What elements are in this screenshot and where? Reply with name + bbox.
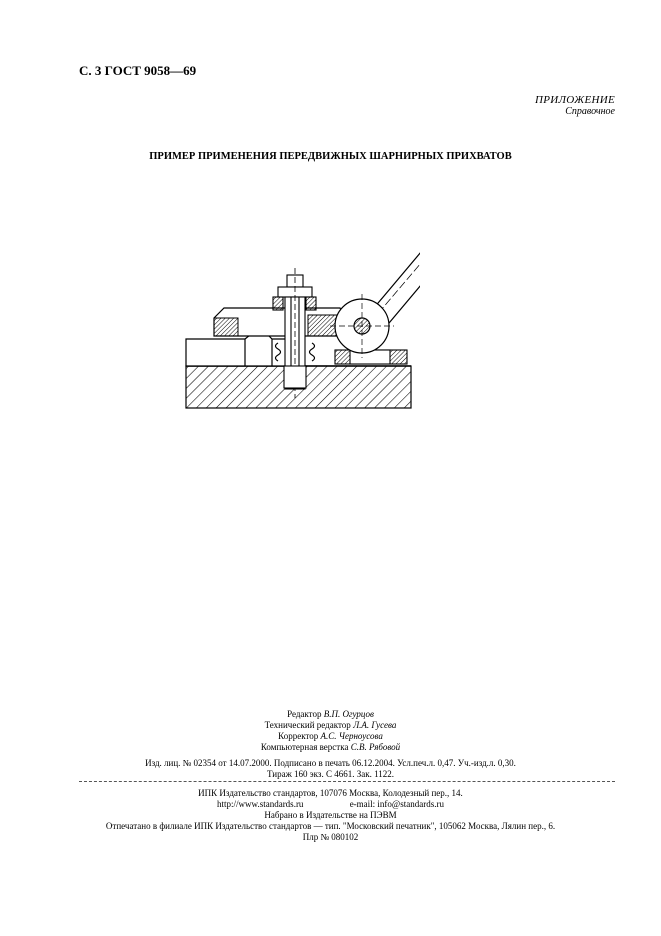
imprint-links — [0, 799, 661, 810]
imprint-printer: Отпечатано в филиале ИПК Издательство стандартов — тип. "Московский печатник", 105062 Москва, Лялин пер., 6. — [105, 821, 556, 831]
appendix-title: ПРИЛОЖЕНИЕ — [535, 94, 615, 106]
divider — [79, 781, 615, 782]
website-link[interactable]: http://www.standards.ru — [217, 799, 304, 809]
page-header: С. 3 ГОСТ 9058—69 — [79, 63, 197, 78]
publication-info — [0, 758, 661, 780]
imprint-license: Плр № 080102 — [302, 832, 359, 842]
appendix-type: Справочное — [565, 106, 615, 117]
clamp-drawing — [180, 170, 420, 415]
pubinfo-line-2: Тираж 160 экз. С 4661. Зак. 1122. — [266, 769, 395, 779]
credit-line: Корректор А.С. Черноусова — [278, 731, 383, 741]
credit-line: Компьютерная верстка С.В. Рябовой — [260, 742, 401, 752]
section-title: ПРИМЕР ПРИМЕНЕНИЯ ПЕРЕДВИЖНЫХ ШАРНИРНЫХ ПРИХВАТОВ — [149, 151, 512, 162]
pubinfo-line-1: Изд. лиц. № 02354 от 14.07.2000. Подписано в печать 06.12.2004. Усл.печ.л. 0,47. Уч.-изд.л. 0,30. — [145, 758, 516, 768]
imprint — [0, 788, 661, 843]
clamp-bar — [214, 308, 345, 336]
credit-line: Технический редактор Л.А. Гусева — [264, 720, 397, 730]
workpiece — [186, 335, 290, 366]
appendix-label — [535, 94, 615, 118]
imprint-publisher: ИПК Издательство стандартов, 107076 Москва, Колодезный пер., 14. — [198, 788, 463, 798]
support-block — [335, 350, 407, 364]
imprint-typeset: Набрано в Издательстве на ПЭВМ — [264, 810, 397, 820]
email-link[interactable]: e-mail: info@standards.ru — [349, 799, 444, 809]
credit-line: Редактор В.П. Огурцов — [287, 709, 374, 719]
credits — [0, 709, 661, 753]
